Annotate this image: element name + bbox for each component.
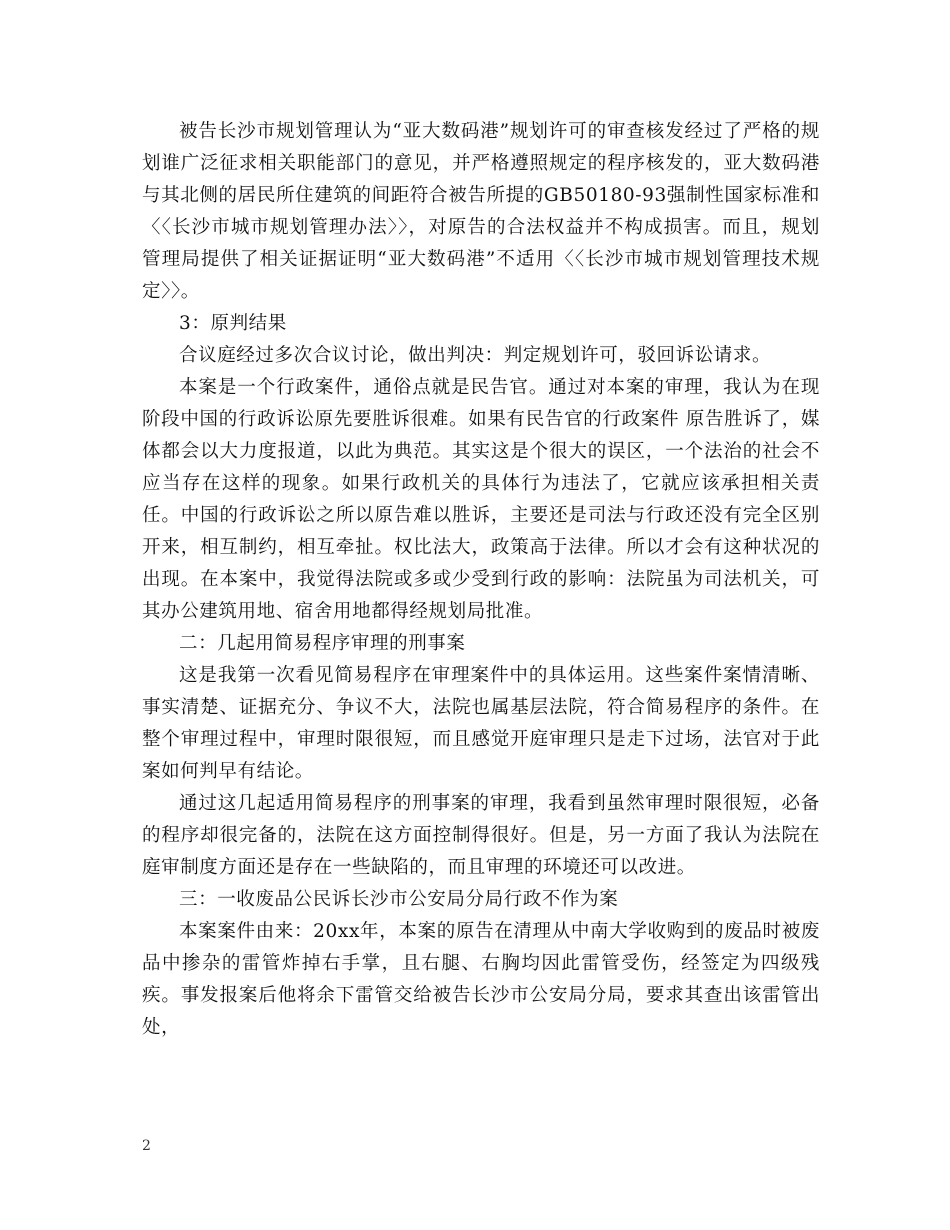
paragraph-simplified-procedure: 这是我第一次看见简易程序在审理案件中的具体运用。这些案件案情清晰、事实清楚、证据充分、争议不大，法院也属基层法院，符合简易程序的条件。在整个审理过程中，审理时限很短，而且感觉开庭审理只是走下过场，法官对于此案如何判早有结论。	[142, 665, 820, 782]
paragraph-procedure-reflection: 通过这几起适用简易程序的刑事案的审理，我看到虽然审理时限很短，必备的程序却很完备的，法院在这方面控制得很好。但是，另一方面了我认为法院在庭审制度方面还是存在一些缺陷的，而且审理的环境还可以改进。	[142, 793, 820, 878]
paragraph-analysis: 本案是一个行政案件，通俗点就是民告官。通过对本案的审理，我认为在现阶段中国的行政诉讼原先要胜诉很难。如果有民告官的行政案件 原告胜诉了，媒体都会以大力度报道，以此为典范。其实这是个很大的误区，一个法治的社会不应当存在这样的现象。如果行政机关的具体行为违法了，它就应该承担相关责任。中国的行政诉讼之所以原告难以胜诉，主要还是司法与行政还没有完全区别开来，相互制约，相互牵扯。权比法大，政策高于法律。所以才会有这种状况的出现。在本案中，我觉得法院或多或少受到行政的影响：法院虽为司法机关，可其办公建筑用地、宿舍用地都得经规划局批准。	[142, 377, 820, 622]
heading-section-two: 二：几起用简易程序审理的刑事案	[179, 633, 466, 654]
paragraph-defendant-argument: 被告长沙市规划管理认为“亚大数码港”规划许可的审查核发经过了严格的规划谁广泛征求相关职能部门的意见，并严格遵照规定的程序核发的，亚大数码港与其北侧的居民所住建筑的间距符合被告所提的GB50180-93强制性国家标准和〈〈长沙市城市规划管理办法〉〉，对原告的合法权益并不构成损害。而且，规划管理局提供了相关证据证明“亚大数码港”不适用〈〈长沙市城市规划管理技术规定〉〉。	[142, 121, 820, 302]
paragraph-judgment: 合议庭经过多次合议讨论，做出判决：判定规划许可，驳回诉讼请求。	[179, 345, 772, 366]
heading-original-judgment: 3：原判结果	[179, 313, 287, 334]
page-number: 2	[142, 1138, 151, 1154]
body-text	[142, 116, 820, 1044]
heading-section-three: 三：一收废品公民诉长沙市公安局分局行政不作为案	[179, 889, 619, 910]
paragraph-case-origin: 本案案件由来：20xx年，本案的原告在清理从中南大学收购到的废品时被废品中掺杂的雷管炸掉右手掌，且右腿、右胸均因此雷管受伤，经签定为四级残疾。事发报案后他将余下雷管交给被告长沙市公安局分局，要求其查出该雷管出处，	[142, 921, 820, 1038]
